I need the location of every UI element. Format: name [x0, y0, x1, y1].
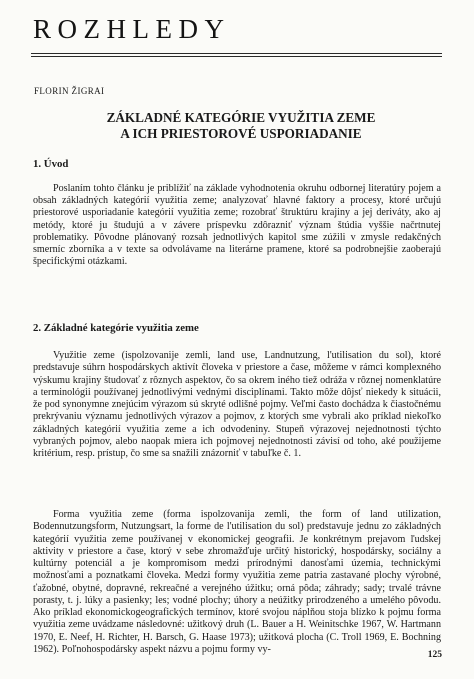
header-rule-top [31, 53, 442, 54]
section-1-heading: 1. Úvod [33, 158, 69, 170]
article-title-line-2: A ICH PRIESTOROVÉ USPORIADANIE [120, 126, 362, 141]
section-2-paragraph-2: Forma využitia zeme (forma ispolzovanija zemli, the form of land utilization, Bodennutzungsform, Nutzungsart, la forme de l'utilisation du sol) predstavuje jednu zo základných kategórií využitia zeme používanej v ekonomickej geografii. Je konkrétnym prejavom ľudskej aktivity v priestore a čase, ktorý v sebe zhromažďuje určitý historický, hospodársky, sociálny a kultúrny potenciál a je kompromisom medzi prírodnými danosťami územia, technickými možnosťami a poznatkami človeka. Medzi formy využitia zeme patria zastavané plochy výrobné, ťažobné, obytné, dopravné, rekreačné a verejného úžitku; orná pôda; záhrady; sady; trvalé trávne porasty, t. j. lúky a pasienky; les; vodné plochy; úhory a neúžitky prirodzeného a umelého pôvodu. Ako príklad ekonomickogeografických termínov, ktoré svojou náplňou stoja blízko k pojmu forma využitia zeme uvádzame následovné: užitkový druh (L. Bauer a H. Weinitschke 1967, W. Hartmann 1970, E. Neef, H. Richter, H. Barsch, G. Haase 1973); užitková plocha (C. Troll 1969, E. Bochning 1962). Poľnohospodársky aspekt názvu a pojmu formy vy- [33, 509, 441, 655]
section-2-paragraph-1: Využitie zeme (ispolzovanije zemli, land use, Landnutzung, l'utilisation du sol), ktoré predstavuje súhrn hospodárskych aktivít človeka v priestore a čase, môžeme v rámci komplexného výskumu krajiny študovať z rôznych aspektov, čo sa okrem iného tiež odráža v rôznej nomenklatúre a terminológii používanej jednotlivými vednými disciplínami. Takto môže dôjsť niekedy k situácii, že pod synonymne znejúcim výrazom sú skryté odlišné pojmy. Veľmi často dochádza k čiastočnému prekrývaniu významu jednotlivých výrazov a pojmov, z ktorých sme vybrali ako príklad niekoľko základných kategórií využitia zeme a ich odvodeniny. Stupeň výrazovej nejednotnosti týchto vybraných pojmov, alebo naopak miera ich pojmovej nejednotnosti závisí od toho, aké použijeme kritérium, resp. prístup, čo sme sa snažili znázorniť v tabuľke č. 1. [33, 350, 441, 459]
page-number: 125 [427, 650, 442, 660]
header-rule-bottom [31, 56, 442, 57]
article-title-line-1: ZÁKLADNÉ KATEGÓRIE VYUŽITIA ZEME [106, 110, 376, 125]
section-title: ROZHLEDY [33, 14, 231, 44]
author-name: FLORIN ŽIGRAI [34, 86, 105, 96]
section-2-heading: 2. Základné kategórie využitia zeme [33, 322, 199, 334]
section-1-paragraph: Poslaním tohto článku je priblížiť na základe vyhodnotenia okruhu odbornej literatúry pojem a obsah základných kategórií využitia zeme; analyzovať hlavné faktory a procesy, ktoré určujú priestorové usporiadanie kategórií využitia zeme; rozobrať štruktúru krajiny a jej deriváty, ako aj metódy, ktoré ju študujú a v závere príspevku zdôrazniť význam štúdia vyššie načrtnutej problematiky. Pôvodne plánovaný rozsah jednotlivých kapitol sme zúžili v zmysle redakčných smerníc zborníka a v texte sa odvolávame na literárne pramene, ktoré sa podrobnejšie zaoberajú špecifickými otázkami. [33, 183, 441, 268]
